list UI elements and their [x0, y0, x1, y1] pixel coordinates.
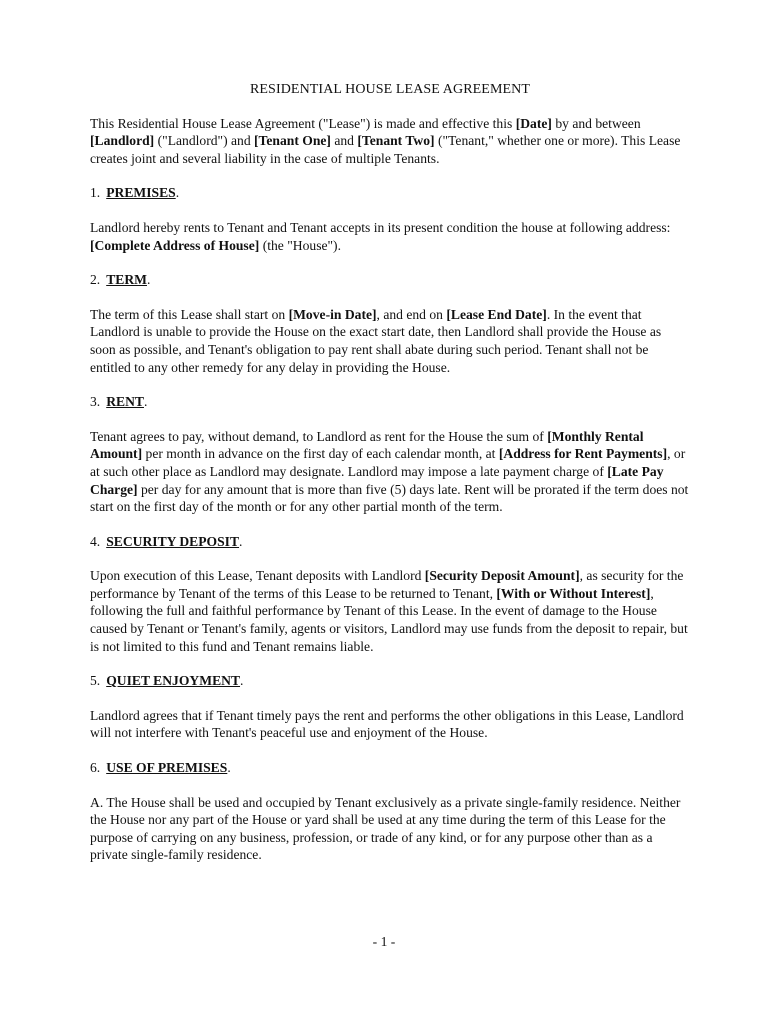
text-run: Tenant agrees to pay, without demand, to Landlord as rent for the House the sum of — [90, 428, 548, 444]
placeholder-field: [Landlord] — [90, 133, 155, 149]
text-run: A. The House shall be used and occupied by Tenant exclusively as a private single-family residence. Neither the House nor any part of the House or yard shall be used at any time during the term of this Lease for the purpose of carrying on any business, profession, or trade of any kind, or for any purpose other than as a private single-family residence. — [90, 794, 681, 863]
placeholder-field: [Monthly Rental Amount] — [90, 428, 644, 462]
text-run: This Residential House Lease Agreement ("Lease") is made and effective this — [90, 115, 516, 131]
sections-container — [90, 184, 690, 864]
text-run: Landlord agrees that if Tenant timely pays the rent and performs the other obligations in this Lease, Landlord will not interfere with Tenant's peaceful use and enjoyment of the House. — [90, 707, 684, 741]
placeholder-field: [Security Deposit Amount] — [424, 568, 580, 584]
section-paragraph — [90, 306, 690, 376]
text-run: ("Landlord") and — [154, 133, 255, 149]
document-title: RESIDENTIAL HOUSE LEASE AGREEMENT — [249, 82, 531, 97]
placeholder-field: [Address for Rent Payments] — [498, 446, 668, 462]
section-heading: 2. TERM. — [90, 272, 151, 288]
text-run: (the "House"). — [259, 237, 341, 253]
placeholder-field: [Move-in Date] — [288, 306, 377, 322]
text-run: , following the full and faithful performance by Tenant of this Lease. In the event of damage to the House caused by Tenant or Tenant's family, agents or visitors, Landlord may use funds from the deposit to repair, but is not limited to this fund and Tenant remains liable. — [90, 585, 688, 654]
placeholder-field: [Tenant One] — [254, 133, 331, 149]
placeholder-field: [With or Without Interest] — [496, 585, 651, 601]
text-run: ("Tenant," whether one or more). This Lease creates joint and several liability in the case of multiple Tenants. — [90, 133, 681, 166]
placeholder-field: [Complete Address of House] — [90, 237, 260, 253]
section-heading-label: RENT — [106, 394, 144, 410]
text-run: , or at such other place as Landlord may designate. Landlord may impose a late payment charge of — [90, 446, 686, 479]
section-number: 2. — [90, 272, 101, 288]
placeholder-field: [Date] — [515, 115, 552, 131]
section-number: 5. — [90, 673, 101, 689]
section-paragraph — [90, 428, 690, 516]
placeholder-field: [Tenant Two] — [357, 133, 435, 149]
page-number: - 1 - — [372, 934, 396, 949]
section-heading: 4. SECURITY DEPOSIT. — [90, 533, 243, 549]
section-paragraph — [90, 567, 690, 655]
section-paragraph — [90, 219, 690, 254]
section-heading-label: SECURITY DEPOSIT — [106, 533, 240, 549]
section-number: 3. — [90, 394, 101, 410]
section-heading-label: USE OF PREMISES — [106, 760, 228, 776]
section-heading-label: TERM — [106, 272, 147, 288]
section-number: 1. — [90, 185, 101, 201]
intro-paragraph — [90, 115, 690, 168]
section-heading: 6. USE OF PREMISES. — [90, 760, 231, 776]
section-heading-label: PREMISES — [106, 185, 176, 201]
text-run: by and between — [551, 115, 641, 131]
placeholder-field: [Lease End Date] — [446, 306, 547, 322]
section-heading: 3. RENT. — [90, 394, 148, 410]
text-run: , and end on — [376, 306, 447, 322]
placeholder-field: [Late Pay Charge] — [90, 463, 664, 497]
text-run: Landlord hereby rents to Tenant and Tenant accepts in its present condition the house at following address: — [90, 219, 671, 235]
document-page — [90, 81, 690, 881]
text-run: , as security for the performance by Tenant of the terms of this Lease to be returned to Tenant, — [90, 568, 684, 601]
section-number: 4. — [90, 533, 101, 549]
text-run: per month in advance on the first day of each calendar month, at — [142, 446, 499, 462]
text-run: and — [330, 133, 358, 149]
section-number: 6. — [90, 760, 101, 776]
section-paragraph — [90, 707, 690, 742]
text-run: . In the event that Landlord is unable to provide the House on the exact start date, then Landlord shall provide the House as soon as possible, and Tenant's obligation to pay rent shall abate during such period. Tenant shall not be entitled to any other remedy for any delay in providing the House. — [90, 306, 662, 375]
section-heading: 1. PREMISES. — [90, 185, 180, 201]
section-heading-label: QUIET ENJOYMENT — [106, 673, 241, 689]
text-run: Upon execution of this Lease, Tenant deposits with Landlord — [90, 568, 425, 584]
section-heading: 5. QUIET ENJOYMENT. — [90, 673, 244, 689]
text-run: The term of this Lease shall start on — [90, 306, 289, 322]
section-paragraph — [90, 794, 690, 864]
text-run: per day for any amount that is more than five (5) days late. Rent will be prorated if the term does not start on the first day of the month or for any other partial month of the term. — [90, 481, 689, 515]
